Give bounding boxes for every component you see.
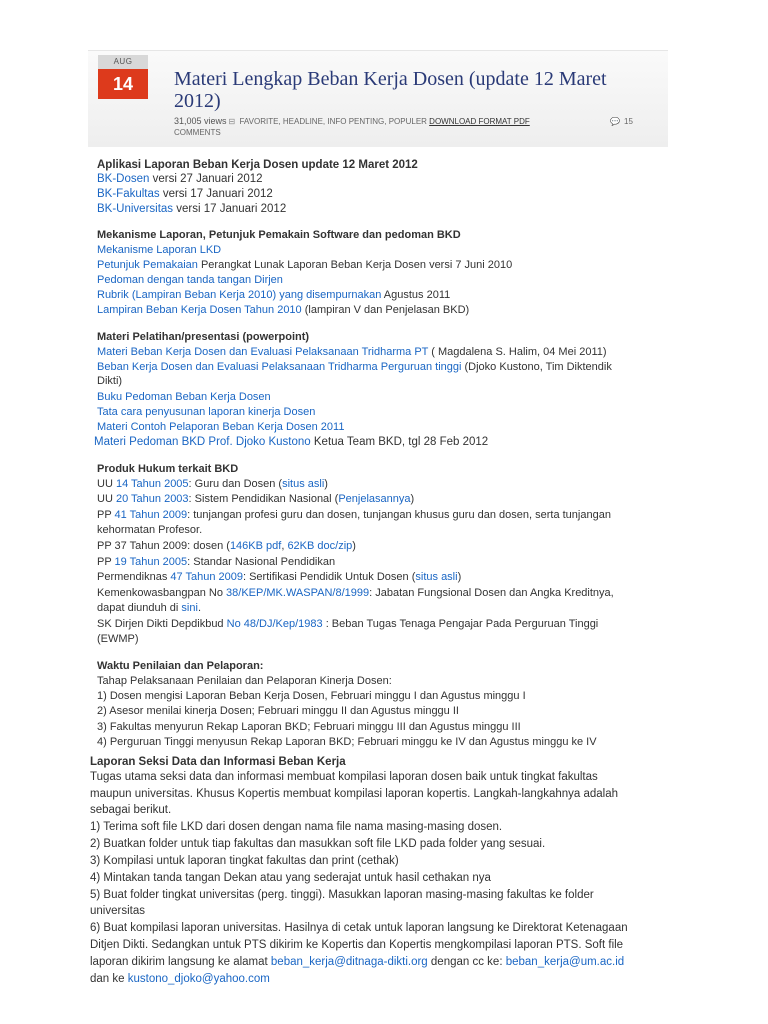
text-line: Ditjen Dikti. Sedangkan untuk PTS dikirim ke Kopertis dan Kopertis mengkompilasi laporan PTS. Soft file (90, 939, 624, 951)
list-item: PP 37 Tahun 2009: dosen (146KB pdf, 62KB doc/zip) (97, 540, 356, 552)
post-tags[interactable]: FAVORITE, HEADLINE, INFO PENTING, POPULER (239, 117, 427, 126)
list-item: Beban Kerja Dosen dan Evaluasi Pelaksanaan Tridharma Perguruan tinggi (Djoko Kustono, Tim Diktendik (97, 361, 612, 373)
bk-dosen-link[interactable]: BK-Dosen (97, 173, 150, 185)
date-month: AUG (98, 55, 148, 69)
list-item: Materi Beban Kerja Dosen dan Evaluasi Pelaksanaan Tridharma PT ( Magdalena S. Halim, 04 Mei 2011) (97, 346, 607, 358)
list-item: BK-Universitas versi 17 Januari 2012 (97, 203, 287, 215)
text-line: 4) Mintakan tanda tangan Dekan atau yang sederajat untuk hasil cethakan nya (90, 872, 491, 884)
bkd-evaluasi-link[interactable]: Beban Kerja Dosen dan Evaluasi Pelaksanaan Tridharma Perguruan tinggi (97, 361, 462, 373)
list-item: PP 19 Tahun 2005: Standar Nasional Pendidikan (97, 556, 336, 568)
list-item: BK-Fakultas versi 17 Januari 2012 (97, 188, 273, 200)
materi-pedoman-link[interactable]: Materi Pedoman BKD Prof. Djoko Kustono (94, 436, 311, 448)
materi-bkd-link[interactable]: Materi Beban Kerja Dosen dan Evaluasi Pelaksanaan Tridharma PT (97, 346, 429, 358)
post-title[interactable]: Materi Lengkap Beban Kerja Dosen (update 12 Maret 2012) (174, 68, 607, 112)
text-line: Tahap Pelaksanaan Penilaian dan Pelaporan Kinerja Dosen: (97, 675, 392, 687)
bk-universitas-link[interactable]: BK-Universitas (97, 203, 174, 215)
sini-link[interactable]: sini (181, 602, 198, 614)
tata-cara-link[interactable]: Tata cara penyusunan laporan kinerja Dosen (97, 406, 316, 418)
list-item: Lampiran Beban Kerja Dosen Tahun 2010 (lampiran V dan Penjelasan BKD) (97, 304, 470, 316)
email-link-um[interactable]: beban_kerja@um.ac.id (505, 956, 625, 968)
materi-contoh-link[interactable]: Materi Contoh Pelaporan Beban Kerja Dosen 2011 (97, 421, 345, 433)
lampiran-link[interactable]: Lampiran Beban Kerja Dosen Tahun 2010 (97, 304, 302, 316)
section-title-materi: Materi Pelatihan/presentasi (powerpoint) (97, 331, 310, 343)
sk-dirjen-link[interactable]: No 48/DJ/Kep/1983 (226, 618, 323, 630)
text-line: 1) Terima soft file LKD dari dosen dengan nama file nama masing-masing dosen. (90, 821, 503, 833)
list-item (97, 390, 271, 404)
bk-fakultas-link[interactable]: BK-Fakultas (97, 188, 160, 200)
text-line: 3) Fakultas menyurun Rekap Laporan BKD; Februari minggu III dan Agustus minggu III (97, 721, 521, 733)
post-meta (174, 116, 644, 138)
section-title-produk-hukum: Produk Hukum terkait BKD (97, 463, 239, 475)
email-link-kustono[interactable]: kustono_djoko@yahoo.com (127, 973, 270, 985)
comments-label[interactable]: COMMENTS (174, 128, 221, 137)
list-item-continued: kehormatan Profesor. (97, 524, 203, 536)
section-title-mekanisme: Mekanisme Laporan, Petunjuk Pemakain Software dan pedoman BKD (97, 229, 461, 241)
comment-count[interactable]: 15 (624, 117, 633, 126)
situs-asli-link[interactable]: situs asli (282, 478, 325, 490)
permendiknas-47-link[interactable]: 47 Tahun 2009 (170, 571, 243, 583)
list-item (97, 273, 283, 287)
list-item: UU 14 Tahun 2005: Guru dan Dosen (situs asli) (97, 478, 328, 490)
doc-download-link[interactable]: 62KB doc/zip (287, 540, 353, 552)
view-count: 31,005 views (174, 116, 227, 126)
text-line: 5) Buat folder tingkat universitas (perg. tinggi). Masukkan laporan masing-masing fakultas ke folder (90, 889, 594, 901)
download-pdf-link[interactable]: DOWNLOAD FORMAT PDF (429, 117, 530, 126)
petunjuk-link[interactable]: Petunjuk Pemakaian (97, 259, 198, 271)
text-line: 6) Buat kompilasi laporan universitas. Hasilnya di cetak untuk laporan langsung ke Direktorat Ketenagaan (90, 922, 628, 934)
rubrik-link[interactable]: Rubrik (Lampiran Beban Kerja 2010) yang disempurnakan (97, 289, 382, 301)
uu-14-link[interactable]: 14 Tahun 2005 (115, 478, 189, 490)
buku-pedoman-link[interactable]: Buku Pedoman Beban Kerja Dosen (97, 391, 271, 403)
uu-20-link[interactable]: 20 Tahun 2003 (115, 493, 189, 505)
pp-19-link[interactable]: 19 Tahun 2005 (114, 556, 188, 568)
text-line: universitas (90, 905, 145, 917)
section-title-laporan-seksi: Laporan Seksi Data dan Informasi Beban Kerja (90, 756, 346, 768)
text-line: sebagai berikut. (90, 804, 172, 816)
list-item: Permendiknas 47 Tahun 2009: Sertifikasi Pendidik Untuk Dosen (situs asli) (97, 571, 462, 583)
date-day: 14 (98, 69, 148, 99)
pp-41-link[interactable]: 41 Tahun 2009 (114, 509, 188, 521)
kepmenko-38-link[interactable]: 38/KEP/MK.WASPAN/8/1999 (226, 587, 370, 599)
email-line: laporan dikirim langsung ke alamat beban_kerja@ditnaga-dikti.org dengan cc ke: beban_kerja@um.ac.id (90, 956, 625, 968)
text-line: Tugas utama seksi data dan informasi membuat kompilasi laporan dosen baik untuk tingkat fakultas (90, 771, 598, 783)
text-line: 2) Asesor menilai kinerja Dosen; Februari minggu II dan Agustus minggu II (97, 705, 459, 717)
list-item-continued: Dikti) (97, 375, 123, 387)
list-item: BK-Dosen versi 27 Januari 2012 (97, 173, 263, 185)
list-item: UU 20 Tahun 2003: Sistem Pendidikan Nasional (Penjelasannya) (97, 493, 415, 505)
list-item (97, 243, 221, 257)
list-item: PP 41 Tahun 2009: tunjangan profesi guru dan dosen, tunjangan khusus guru dan dosen, serta tunjangan (97, 509, 611, 521)
list-item-continued: dapat diunduh di sini. (97, 602, 201, 614)
folder-icon: ⊟ (228, 117, 236, 126)
text-line: maupun universitas. Khusus Kopertis membuat kompilasi laporan kopertis. Langkah-langkahnya adalah (90, 788, 619, 800)
date-badge (98, 55, 148, 99)
section-title-waktu: Waktu Penilaian dan Pelaporan: (97, 660, 264, 672)
pedoman-link[interactable]: Pedoman dengan tanda tangan Dirjen (97, 274, 283, 286)
list-item: Materi Pedoman BKD Prof. Djoko Kustono Ketua Team BKD, tgl 28 Feb 2012 (94, 436, 489, 448)
section-title-aplikasi: Aplikasi Laporan Beban Kerja Dosen update 12 Maret 2012 (97, 159, 418, 171)
list-item: Rubrik (Lampiran Beban Kerja 2010) yang disempurnakan Agustus 2011 (97, 289, 451, 301)
list-item: Kemenkowasbangpan No 38/KEP/MK.WASPAN/8/1999: Jabatan Fungsional Dosen dan Angka Kreditnya, (97, 587, 614, 599)
text-line: 3) Kompilasi untuk laporan tingkat fakultas dan print (cethak) (90, 855, 399, 867)
list-item: SK Dirjen Dikti Depdikbud No 48/DJ/Kep/1983 : Beban Tugas Tenaga Pengajar Pada Perguruan Tinggi (97, 618, 599, 630)
list-item: Petunjuk Pemakaian Perangkat Lunak Laporan Beban Kerja Dosen versi 7 Juni 2010 (97, 259, 513, 271)
email-line-last: dan ke kustono_djoko@yahoo.com (90, 973, 270, 985)
text-line: 4) Perguruan Tinggi menyusun Rekap Laporan BKD; Februari minggu ke IV dan Agustus minggu ke IV (97, 736, 597, 748)
text-line: 2) Buatkan folder untuk tiap fakultas dan masukkan soft file LKD pada folder yang sesuai. (90, 838, 546, 850)
mekanisme-link[interactable]: Mekanisme Laporan LKD (97, 244, 222, 256)
penjelasan-link[interactable]: Penjelasannya (338, 493, 411, 505)
email-link-ditnaga[interactable]: beban_kerja@ditnaga-dikti.org (270, 956, 428, 968)
text-line: 1) Dosen mengisi Laporan Beban Kerja Dosen, Februari minggu I dan Agustus minggu I (97, 690, 526, 702)
list-item-continued: (EWMP) (97, 633, 139, 645)
list-item (97, 420, 344, 434)
pdf-download-link[interactable]: 146KB pdf (229, 540, 282, 552)
situs-asli-link-2[interactable]: situs asli (415, 571, 458, 583)
comment-icon: 💬 (610, 117, 620, 126)
list-item (97, 405, 315, 419)
